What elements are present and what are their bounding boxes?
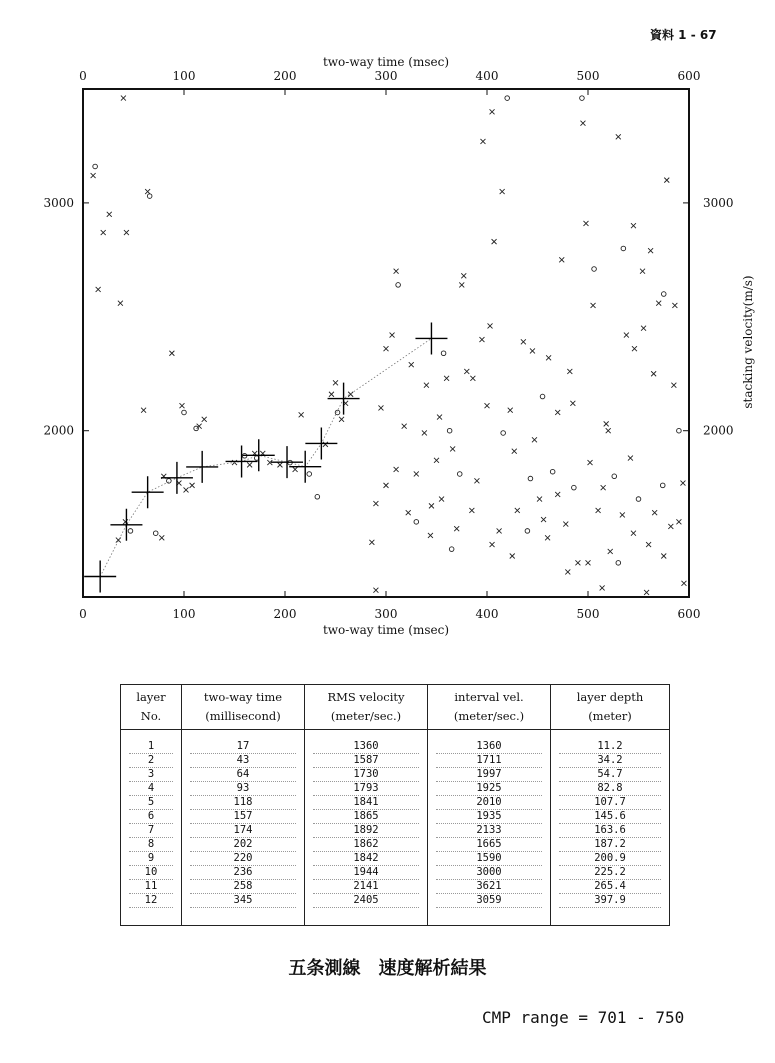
layer-depth-cell: 200.9	[559, 852, 661, 866]
y-tick-label-left: 3000	[43, 195, 74, 210]
semblance-cross	[406, 510, 411, 515]
layer-no-cell: 10	[129, 866, 173, 880]
layer-depth-cell: 225.2	[559, 866, 661, 880]
bottom-axis-title: two-way time (msec)	[322, 623, 450, 637]
semblance-cross	[676, 519, 681, 524]
layer-no-cell: 8	[129, 838, 173, 852]
cmp-range-label: CMP range = 701 - 750	[482, 1008, 685, 1027]
y-tick-label-right: 3000	[703, 195, 734, 210]
layer-depth-cell: 54.7	[559, 768, 661, 782]
semblance-cross	[373, 588, 378, 593]
interval-vel-cell: 3000	[436, 866, 542, 880]
interval-vel-cell: 1935	[436, 810, 542, 824]
semblance-circle	[153, 531, 158, 536]
semblance-cross	[530, 348, 535, 353]
semblance-circle	[677, 428, 682, 433]
semblance-cross	[631, 531, 636, 536]
semblance-cross	[620, 512, 625, 517]
semblance-circle	[592, 267, 597, 272]
two-way-time-cell: 236	[190, 866, 296, 880]
layer-depth-cell: 145.6	[559, 810, 661, 824]
semblance-cross	[646, 542, 651, 547]
semblance-circle	[194, 426, 199, 431]
semblance-cross	[608, 549, 613, 554]
header-layer-no: layer No.	[121, 685, 182, 730]
x-tick-label-top: 500	[576, 69, 600, 83]
semblance-cross	[394, 467, 399, 472]
semblance-circle	[550, 469, 555, 474]
semblance-circle	[621, 246, 626, 251]
header-rms-velocity: RMS velocity (meter/sec.)	[305, 685, 428, 730]
semblance-cross	[247, 462, 252, 467]
semblance-cross	[378, 405, 383, 410]
semblance-circle	[167, 479, 172, 484]
two-way-time-cell: 345	[190, 894, 296, 908]
velocity-picks	[84, 322, 447, 592]
semblance-cross	[490, 542, 495, 547]
semblance-cross	[402, 424, 407, 429]
semblance-cross	[546, 355, 551, 360]
semblance-cross	[333, 380, 338, 385]
two-way-time-cell: 43	[190, 754, 296, 768]
rms-velocity-cell: 2405	[313, 894, 419, 908]
semblance-cross	[384, 483, 389, 488]
semblance-cross	[497, 528, 502, 533]
semblance-cross	[512, 449, 517, 454]
velocity-pick-cross	[328, 383, 360, 415]
semblance-cross	[664, 178, 669, 183]
semblance-cross	[202, 417, 207, 422]
semblance-circle	[449, 547, 454, 552]
pick-trend-line	[100, 338, 431, 576]
semblance-circle	[335, 410, 340, 415]
rms-velocity-cell: 1730	[313, 768, 419, 782]
column-rms-velocity	[305, 730, 428, 926]
semblance-cross	[329, 392, 334, 397]
x-tick-label-bottom: 200	[273, 607, 297, 621]
semblance-cross	[565, 569, 570, 574]
semblance-cross	[628, 456, 633, 461]
interval-vel-cell: 1665	[436, 838, 542, 852]
semblance-cross	[299, 412, 304, 417]
semblance-cross	[604, 421, 609, 426]
two-way-time-cell: 157	[190, 810, 296, 824]
rms-velocity-cell: 1841	[313, 796, 419, 810]
semblance-circle	[147, 194, 152, 199]
x-tick-label-bottom: 600	[677, 607, 701, 621]
interval-vel-cell: 1590	[436, 852, 542, 866]
semblance-circle	[501, 431, 506, 436]
semblance-circle	[441, 351, 446, 356]
layer-depth-cell: 34.2	[559, 754, 661, 768]
rms-velocity-cell: 1862	[313, 838, 419, 852]
semblance-cross	[434, 458, 439, 463]
semblance-circle	[307, 472, 312, 477]
semblance-cross	[118, 301, 123, 306]
semblance-cross	[123, 519, 128, 524]
semblance-cross	[641, 326, 646, 331]
interval-vel-cell: 1997	[436, 768, 542, 782]
semblance-cross	[293, 467, 298, 472]
semblance-cross	[107, 212, 112, 217]
x-tick-label-bottom: 100	[172, 607, 196, 621]
semblance-cross	[632, 346, 637, 351]
velocity-pick-cross	[271, 446, 303, 478]
semblance-cross	[521, 339, 526, 344]
two-way-time-cell: 118	[190, 796, 296, 810]
semblance-circle	[128, 529, 133, 534]
semblance-cross	[169, 351, 174, 356]
header-interval-vel: interval vel. (meter/sec.)	[428, 685, 551, 730]
semblance-circle	[661, 292, 666, 297]
x-tick-label-bottom: 0	[79, 607, 87, 621]
layer-no-cell: 1	[129, 740, 173, 754]
two-way-time-cell: 64	[190, 768, 296, 782]
layer-depth-cell: 397.9	[559, 894, 661, 908]
semblance-cross	[461, 273, 466, 278]
semblance-cross	[591, 303, 596, 308]
semblance-cross	[394, 269, 399, 274]
x-tick-label-top: 0	[79, 69, 87, 83]
semblance-cross	[428, 533, 433, 538]
two-way-time-cell: 258	[190, 880, 296, 894]
two-way-time-cell: 220	[190, 852, 296, 866]
semblance-cross	[91, 173, 96, 178]
layer-no-cell: 7	[129, 824, 173, 838]
semblance-cross	[485, 403, 490, 408]
semblance-cross	[563, 522, 568, 527]
semblance-cross	[596, 508, 601, 513]
column-two-way-time	[182, 730, 305, 926]
rms-velocity-cell: 1944	[313, 866, 419, 880]
semblance-cross	[454, 526, 459, 531]
velocity-pick-cross	[110, 509, 142, 541]
semblance-cross	[640, 269, 645, 274]
semblance-cross	[159, 535, 164, 540]
layer-depth-cell: 107.7	[559, 796, 661, 810]
semblance-circle	[616, 561, 621, 566]
semblance-cross	[680, 481, 685, 486]
semblance-cross	[588, 460, 593, 465]
semblance-cross	[606, 428, 611, 433]
semblance-cross	[480, 139, 485, 144]
semblance-cross	[469, 508, 474, 513]
velocity-pick-cross	[305, 427, 337, 459]
semblance-cross	[450, 446, 455, 451]
semblance-cross	[555, 492, 560, 497]
semblance-circle	[396, 283, 401, 288]
semblance-circle	[182, 410, 187, 415]
semblance-circle	[540, 394, 545, 399]
x-tick-label-top: 100	[172, 69, 196, 83]
semblance-cross	[437, 415, 442, 420]
semblance-cross	[559, 257, 564, 262]
semblance-cross	[661, 553, 666, 558]
header-layer-depth: layer depth (meter)	[551, 685, 670, 730]
velocity-pick-cross	[226, 445, 258, 477]
velocity-parameter-table	[120, 684, 670, 926]
semblance-cross	[184, 487, 189, 492]
semblance-cross	[479, 337, 484, 342]
rms-velocity-cell: 1360	[313, 740, 419, 754]
interval-vel-cell: 1925	[436, 782, 542, 796]
rms-velocity-cell: 1842	[313, 852, 419, 866]
semblance-cross	[510, 553, 515, 558]
semblance-cross	[121, 96, 126, 101]
two-way-time-cell: 202	[190, 838, 296, 852]
semblance-cross	[101, 230, 106, 235]
interval-vel-cell: 2010	[436, 796, 542, 810]
semblance-cross	[464, 369, 469, 374]
velocity-pick-cross	[289, 451, 321, 483]
semblance-cross	[586, 560, 591, 565]
layer-no-cell: 11	[129, 880, 173, 894]
layer-depth-cell: 265.4	[559, 880, 661, 894]
semblance-cross	[668, 524, 673, 529]
two-way-time-cell: 17	[190, 740, 296, 754]
semblance-cross	[555, 410, 560, 415]
semblance-cross	[488, 323, 493, 328]
semblance-cross	[474, 478, 479, 483]
x-tick-label-top: 600	[677, 69, 701, 83]
semblance-circle	[660, 483, 665, 488]
axis-ticks	[43, 69, 733, 621]
top-axis-title: two-way time (msec)	[322, 55, 450, 69]
semblance-cross	[644, 590, 649, 595]
layer-depth-cell: 163.6	[559, 824, 661, 838]
rms-velocity-cell: 1892	[313, 824, 419, 838]
semblance-cross	[656, 301, 661, 306]
x-tick-label-bottom: 500	[576, 607, 600, 621]
semblance-cross	[580, 121, 585, 126]
semblance-circle	[528, 476, 533, 481]
semblance-cross	[583, 221, 588, 226]
semblance-cross	[624, 333, 629, 338]
semblance-cross	[541, 517, 546, 522]
layer-no-cell: 9	[129, 852, 173, 866]
semblance-circle	[505, 96, 510, 101]
semblance-cross	[490, 109, 495, 114]
page-label: 資料 1 - 67	[650, 28, 717, 42]
layer-no-cell: 12	[129, 894, 173, 908]
layer-no-cell: 5	[129, 796, 173, 810]
rms-velocity-cell: 1587	[313, 754, 419, 768]
semblance-cross	[124, 230, 129, 235]
semblance-cross	[444, 376, 449, 381]
semblance-cross	[429, 503, 434, 508]
semblance-cross	[409, 362, 414, 367]
semblance-cross	[339, 417, 344, 422]
semblance-cross	[373, 501, 378, 506]
y-tick-label-left: 2000	[43, 423, 74, 438]
interval-vel-cell: 1711	[436, 754, 542, 768]
x-tick-label-bottom: 300	[374, 607, 398, 621]
semblance-cross	[459, 282, 464, 287]
semblance-cross	[651, 371, 656, 376]
semblance-cross	[671, 383, 676, 388]
column-layer-no	[121, 730, 182, 926]
semblance-cross	[631, 223, 636, 228]
semblance-cross	[648, 248, 653, 253]
semblance-cross	[681, 581, 686, 586]
x-tick-label-top: 300	[374, 69, 398, 83]
x-tick-label-bottom: 400	[475, 607, 499, 621]
semblance-cross	[424, 383, 429, 388]
velocity-pick-cross	[415, 322, 447, 354]
semblance-cross	[570, 401, 575, 406]
semblance-circle	[457, 472, 462, 477]
semblance-cross	[601, 485, 606, 490]
semblance-circle	[580, 96, 585, 101]
x-tick-label-top: 400	[475, 69, 499, 83]
interval-vel-cell: 2133	[436, 824, 542, 838]
rms-velocity-cell: 1793	[313, 782, 419, 796]
layer-no-cell: 3	[129, 768, 173, 782]
semblance-cross	[141, 408, 146, 413]
semblance-cross	[384, 346, 389, 351]
two-way-time-cell: 174	[190, 824, 296, 838]
interval-vel-cell: 1360	[436, 740, 542, 754]
semblance-circle	[636, 497, 641, 502]
semblance-cross	[567, 369, 572, 374]
semblance-cross	[390, 333, 395, 338]
semblance-cross	[348, 392, 353, 397]
semblance-cross	[672, 303, 677, 308]
semblance-cross	[414, 471, 419, 476]
semblance-circle	[93, 164, 98, 169]
layer-depth-cell: 82.8	[559, 782, 661, 796]
rms-velocity-cell: 2141	[313, 880, 419, 894]
two-way-time-cell: 93	[190, 782, 296, 796]
semblance-cross	[277, 462, 282, 467]
interval-vel-cell: 3621	[436, 880, 542, 894]
semblance-cross	[652, 510, 657, 515]
plot-frame	[83, 89, 689, 597]
semblance-circle	[414, 520, 419, 525]
figure-caption: 五条測線 速度解析結果	[288, 958, 487, 979]
semblance-cross	[323, 442, 328, 447]
velocity-pick-cross	[132, 476, 164, 508]
layer-no-cell: 2	[129, 754, 173, 768]
layer-no-cell: 6	[129, 810, 173, 824]
semblance-cross	[600, 585, 605, 590]
semblance-circle	[612, 474, 617, 479]
semblance-cross	[145, 189, 150, 194]
header-two-way-time: two-way time (millisecond)	[182, 685, 305, 730]
layer-depth-cell: 11.2	[559, 740, 661, 754]
semblance-circle	[447, 428, 452, 433]
semblance-cross	[116, 538, 121, 543]
semblance-cross	[575, 560, 580, 565]
velocity-pick-cross	[84, 560, 116, 592]
y-tick-label-right: 2000	[703, 423, 734, 438]
semblance-cross	[369, 540, 374, 545]
semblance-circle	[315, 494, 320, 499]
column-interval-vel	[428, 730, 551, 926]
semblance-cross	[508, 408, 513, 413]
semblance-cross	[96, 287, 101, 292]
interval-vel-cell: 3059	[436, 894, 542, 908]
semblance-points	[91, 96, 687, 595]
semblance-cross	[616, 134, 621, 139]
layer-no-cell: 4	[129, 782, 173, 796]
semblance-cross	[545, 535, 550, 540]
semblance-cross	[179, 403, 184, 408]
semblance-cross	[470, 376, 475, 381]
semblance-cross	[532, 437, 537, 442]
semblance-cross	[500, 189, 505, 194]
right-axis-title: stacking velocity(m/s)	[741, 275, 755, 409]
semblance-cross	[537, 497, 542, 502]
x-tick-label-top: 200	[273, 69, 297, 83]
rms-velocity-cell: 1865	[313, 810, 419, 824]
semblance-cross	[439, 497, 444, 502]
semblance-cross	[422, 430, 427, 435]
semblance-circle	[525, 529, 530, 534]
layer-depth-cell: 187.2	[559, 838, 661, 852]
column-layer-depth	[551, 730, 670, 926]
semblance-cross	[190, 483, 195, 488]
semblance-cross	[492, 239, 497, 244]
semblance-cross	[515, 508, 520, 513]
semblance-circle	[572, 485, 577, 490]
